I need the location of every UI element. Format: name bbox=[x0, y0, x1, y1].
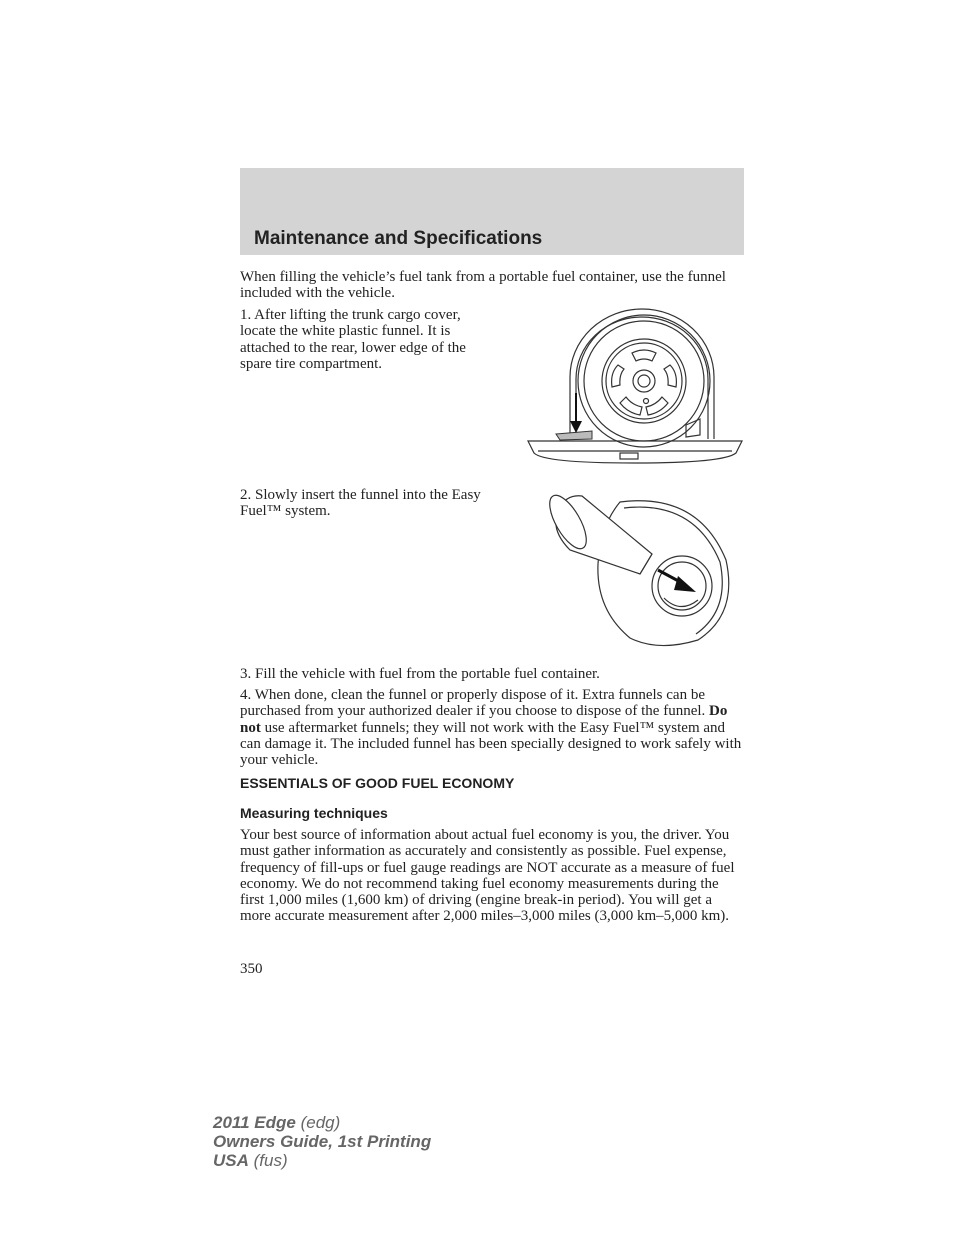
step-4-text-end: use aftermarket funnels; they will not work with the Easy Fuel™ system and can damage it. The included funnel has been specially designed to work safely with your vehicle. bbox=[240, 719, 742, 769]
section-heading: ESSENTIALS OF GOOD FUEL ECONOMY bbox=[240, 775, 515, 791]
footer-region-code: (fus) bbox=[253, 1151, 288, 1170]
footer-region-line bbox=[213, 1151, 431, 1170]
step-2-text: 2. Slowly insert the funnel into the Easy Fuel™ system. bbox=[240, 487, 481, 520]
step-4-text bbox=[240, 687, 746, 768]
footer-guide: Owners Guide, 1st Printing bbox=[213, 1132, 432, 1151]
footer-model: 2011 Edge bbox=[213, 1113, 296, 1132]
section-title: Maintenance and Specifications bbox=[254, 228, 543, 249]
footer-model-code: (edg) bbox=[300, 1113, 341, 1132]
footer-region: USA bbox=[213, 1151, 249, 1170]
step-3-text: 3. Fill the vehicle with fuel from the portable fuel container. bbox=[240, 666, 600, 682]
intro-paragraph: When filling the vehicle’s fuel tank from a portable fuel container, use the funnel included with the vehicle. bbox=[240, 269, 726, 302]
footer-guide-line bbox=[213, 1132, 431, 1151]
footer-model-line bbox=[213, 1113, 431, 1132]
body-paragraph: Your best source of information about actual fuel economy is you, the driver. You must gather information as accurately and consistently as possible. Fuel expense, frequency of fill-ups or fuel gauge readings are NOT accurate as a measure of fuel economy. We do not recommend taking fuel economy measurements during the first 1,000 miles (1,600 km) of driving (engine break-in period). You will get a more accurate measurement after 2,000 miles–3,000 miles (3,000 km–5,000 km). bbox=[240, 827, 735, 925]
step-1-text: 1. After lifting the trunk cargo cover, locate the white plastic funnel. It is attached to the rear, lower edge of the spare tire compartment. bbox=[240, 307, 466, 372]
spare-tire-funnel-illustration bbox=[524, 307, 746, 467]
section-header-band bbox=[240, 168, 744, 255]
footer bbox=[213, 1113, 431, 1170]
do-not-emphasis: Do not bbox=[240, 703, 728, 736]
subheading: Measuring techniques bbox=[240, 805, 388, 821]
page-number: 350 bbox=[240, 961, 263, 977]
step-4-text-start: 4. When done, clean the funnel or properly dispose of it. Extra funnels can be purchased from your authorized dealer if you choose to dispose of the funnel. bbox=[240, 687, 706, 720]
easy-fuel-funnel-insertion-illustration bbox=[548, 490, 734, 650]
